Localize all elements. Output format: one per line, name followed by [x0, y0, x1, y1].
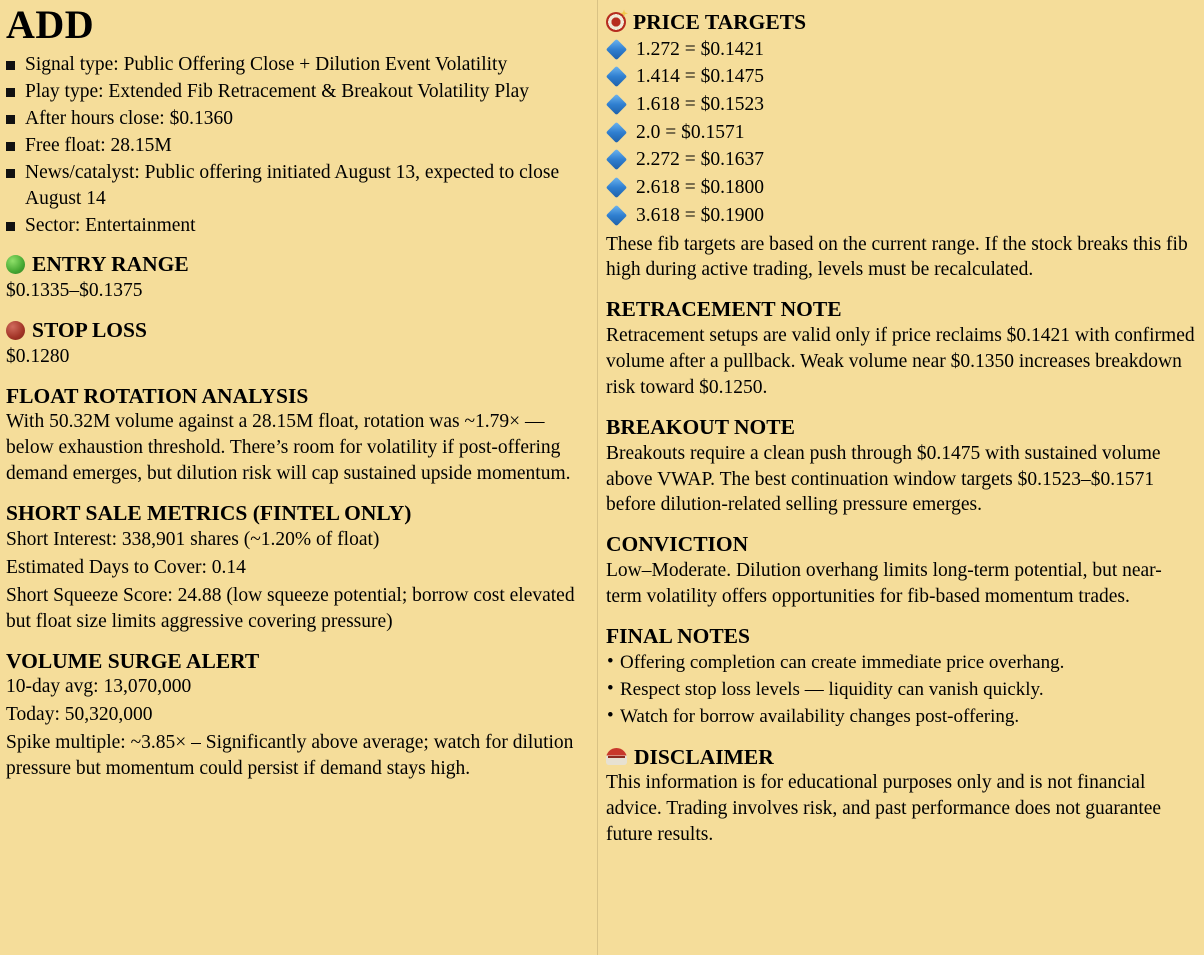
overview-item-4: News/catalyst: Public offering initiated August 13, expected to close August 14 [25, 161, 560, 209]
final-notes-heading: FINAL NOTES [606, 623, 750, 648]
disclaimer-text: This information is for educational purposes only and is not financial advice. Trading involves risk, and past performance does not guarantee future results. [606, 772, 1162, 846]
price-targets-list [606, 36, 1196, 230]
list-item [606, 202, 1196, 230]
diamond-icon [606, 149, 627, 170]
volume-surge-line-1: Today: 50,320,000 [6, 704, 153, 726]
square-bullet-icon [6, 169, 15, 178]
list-item [6, 52, 587, 78]
overview-item-5: Sector: Entertainment [25, 214, 196, 236]
volume-surge-line-0: 10-day avg: 13,070,000 [6, 676, 192, 698]
entry-range-heading [6, 252, 587, 277]
warning-icon [606, 748, 627, 765]
list-item [606, 650, 1196, 677]
final-note-2: Watch for borrow availability changes post-offering. [620, 705, 1020, 727]
volume-surge-heading: VOLUME SURGE ALERT [6, 648, 260, 673]
target-icon [606, 12, 626, 32]
red-circle-icon [6, 321, 25, 340]
final-note-1: Respect stop loss levels — liquidity can vanish quickly. [620, 678, 1044, 700]
fib-level-4: 2.272 = $0.1637 [636, 149, 764, 171]
list-item [6, 160, 587, 212]
diamond-icon [606, 66, 627, 87]
list-item [606, 119, 1196, 147]
list-item [6, 213, 587, 239]
list-item [606, 677, 1196, 704]
short-metrics-line-0: Short Interest: 338,901 shares (~1.20% of float) [6, 528, 380, 550]
volume-surge-line-2: Spike multiple: ~3.85× – Significantly above average; watch for dilution pressure but momentum could persist if demand stays high. [6, 732, 574, 780]
page-title: ADD [6, 2, 95, 47]
list-item [6, 79, 587, 105]
list-item [606, 174, 1196, 202]
list-item [606, 146, 1196, 174]
overview-item-2: After hours close: $0.1360 [25, 107, 233, 129]
square-bullet-icon [6, 88, 15, 97]
breakout-note-heading: BREAKOUT NOTE [606, 414, 795, 439]
stop-loss-label: STOP LOSS [32, 318, 147, 343]
disclaimer-label: DISCLAIMER [634, 744, 774, 769]
fib-level-2: 1.618 = $0.1523 [636, 94, 764, 116]
diamond-icon [606, 177, 627, 198]
price-targets-heading [606, 10, 1196, 35]
float-rotation-text: With 50.32M volume against a 28.15M float, rotation was ~1.79× — below exhaustion threshold. There’s room for volatility if post-offering demand emerges, but dilution risk will cap sustained upside momentum. [6, 411, 571, 485]
retracement-note-heading: RETRACEMENT NOTE [606, 297, 842, 322]
diamond-icon [606, 39, 627, 60]
list-item [606, 704, 1196, 731]
square-bullet-icon [6, 115, 15, 124]
diamond-icon [606, 94, 627, 115]
stop-loss-value: $0.1280 [6, 345, 70, 367]
final-note-0: Offering completion can create immediate price overhang. [620, 651, 1065, 673]
list-item [6, 133, 587, 159]
list-item [606, 63, 1196, 91]
fib-level-5: 2.618 = $0.1800 [636, 177, 764, 199]
fib-level-6: 3.618 = $0.1900 [636, 204, 764, 226]
overview-item-3: Free float: 28.15M [25, 134, 172, 156]
short-metrics-line-2: Short Squeeze Score: 24.88 (low squeeze potential; borrow cost elevated but float size limits aggressive covering pressure) [6, 584, 575, 632]
conviction-text: Low–Moderate. Dilution overhang limits long-term potential, but near-term volatility offers opportunities for fib-based momentum trades. [606, 560, 1162, 607]
list-item [6, 106, 587, 132]
square-bullet-icon [6, 142, 15, 151]
final-notes-list [606, 650, 1196, 731]
conviction-heading: CONVICTION [606, 532, 749, 557]
disclaimer-heading [606, 745, 1196, 770]
overview-list [6, 52, 587, 238]
breakout-note-text: Breakouts require a clean push through $0.1475 with sustained volume above VWAP. The best continuation window targets $0.1523–$0.1571 before dilution-related selling pressure emerges. [606, 442, 1161, 516]
short-metrics-heading: SHORT SALE METRICS (FINTEL ONLY) [6, 501, 412, 526]
retracement-note-text: Retracement setups are valid only if price reclaims $0.1421 with confirmed volume after a pullback. Weak volume near $0.1350 increases breakdown risk toward $0.1250. [606, 325, 1195, 398]
square-bullet-icon [6, 61, 15, 70]
square-bullet-icon [6, 222, 15, 231]
list-item [606, 36, 1196, 64]
price-targets-note: These fib targets are based on the current range. If the stock breaks this fib high during active trading, levels must be recalculated. [606, 233, 1188, 281]
diamond-icon [606, 122, 627, 143]
stop-loss-heading [6, 318, 587, 343]
diamond-icon [606, 205, 627, 226]
fib-level-0: 1.272 = $0.1421 [636, 38, 764, 60]
overview-item-0: Signal type: Public Offering Close + Dilution Event Volatility [25, 54, 508, 75]
fib-level-3: 2.0 = $0.1571 [636, 121, 745, 143]
float-rotation-heading: FLOAT ROTATION ANALYSIS [6, 383, 309, 408]
fib-level-1: 1.414 = $0.1475 [636, 66, 764, 88]
column-divider [597, 0, 598, 955]
entry-range-value: $0.1335–$0.1375 [6, 280, 143, 302]
green-circle-icon [6, 255, 25, 274]
price-targets-label: PRICE TARGETS [633, 10, 807, 34]
short-metrics-line-1: Estimated Days to Cover: 0.14 [6, 556, 246, 578]
right-column [602, 0, 1204, 850]
list-item [606, 91, 1196, 119]
overview-item-1: Play type: Extended Fib Retracement & Breakout Volatility Play [25, 80, 530, 102]
entry-range-label: ENTRY RANGE [32, 252, 189, 277]
left-column [0, 0, 597, 784]
